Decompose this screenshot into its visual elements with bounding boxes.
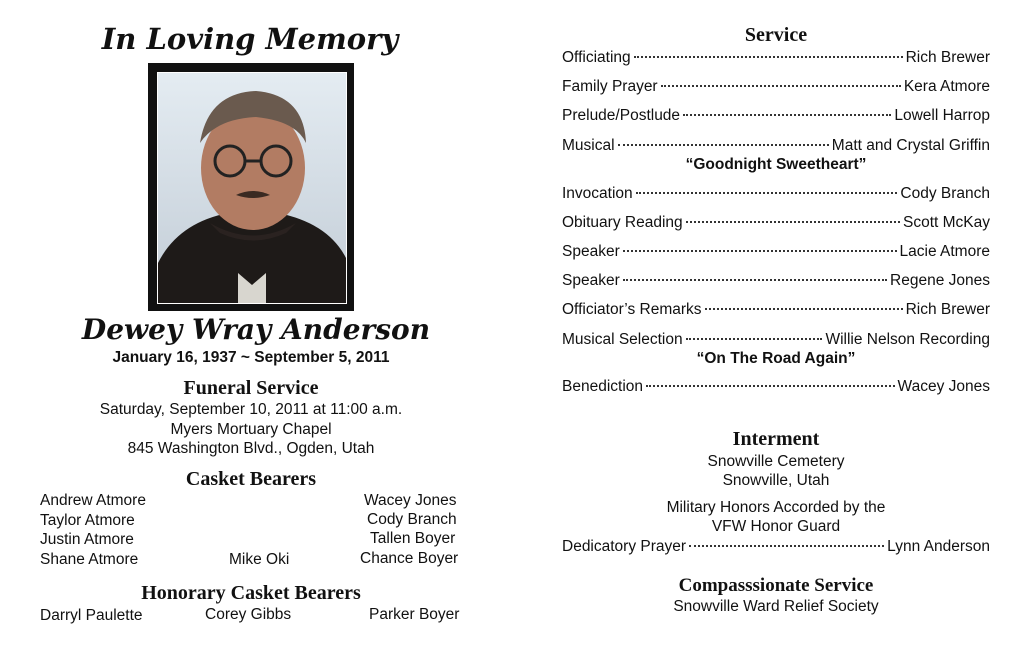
bearer-name: Taylor Atmore: [40, 512, 135, 529]
program-value: Wacey Jones: [897, 378, 990, 395]
dot-leader: [618, 144, 829, 146]
program-label: Officiator’s Remarks: [562, 301, 702, 318]
compassionate-heading: Compasssionate Service: [678, 575, 874, 596]
interment-heading: Interment: [732, 428, 820, 450]
funeral-address: 845 Washington Blvd., Ogden, Utah: [127, 440, 375, 457]
program-value: Matt and Crystal Griffin: [831, 137, 990, 154]
portrait-frame: [148, 63, 354, 311]
program-label: Family Prayer: [562, 78, 658, 95]
portrait-illustration: [158, 73, 346, 303]
dot-leader: [705, 308, 903, 310]
interment-city: Snowville, Utah: [722, 472, 830, 489]
bearer-name: Shane Atmore: [40, 551, 139, 568]
dedicatory-value: Lynn Anderson: [887, 538, 990, 555]
program-value: Regene Jones: [890, 272, 990, 289]
deceased-name: Dewey Wray Anderson: [81, 313, 431, 346]
dot-leader: [686, 338, 823, 340]
dedicatory-label: Dedicatory Prayer: [562, 538, 687, 555]
program-label: Invocation: [562, 185, 633, 202]
honorary-heading: Honorary Casket Bearers: [141, 582, 361, 604]
bearers-heading: Casket Bearers: [185, 468, 317, 490]
dot-leader: [646, 385, 895, 387]
program-value: Kera Atmore: [903, 78, 990, 95]
program-label: Obituary Reading: [562, 214, 683, 231]
portrait-photo: [157, 72, 347, 304]
song-title: “On The Road Again”: [696, 350, 856, 367]
honorary-name: Darryl Paulette: [40, 607, 143, 624]
program-row: [562, 331, 990, 351]
program-row: [562, 107, 990, 127]
dot-leader: [683, 114, 891, 116]
header-title: In Loving Memory: [101, 22, 399, 56]
program-row: [562, 243, 990, 263]
program-row: [562, 214, 990, 234]
honorary-name: Parker Boyer: [369, 606, 460, 623]
bearer-name: Mike Oki: [229, 551, 290, 568]
dot-leader: [623, 250, 897, 252]
bearer-name: Justin Atmore: [40, 531, 134, 548]
program-value: Lacie Atmore: [899, 243, 990, 260]
program-row: [562, 137, 990, 157]
military-honors-2: VFW Honor Guard: [711, 518, 841, 535]
dedicatory-row: [562, 538, 990, 558]
program-value: Rich Brewer: [905, 49, 990, 66]
life-dates: January 16, 1937 ~ September 5, 2011: [112, 349, 390, 366]
program-row: [562, 301, 990, 321]
program-row: [562, 78, 990, 98]
program-label: Speaker: [562, 243, 620, 260]
funeral-when: Saturday, September 10, 2011 at 11:00 a.m.: [99, 401, 403, 418]
program-label: Prelude/Postlude: [562, 107, 681, 124]
program-value: Scott McKay: [903, 214, 990, 231]
dot-leader: [686, 221, 900, 223]
program-label: Officiating: [562, 49, 631, 66]
bearer-name: Tallen Boyer: [370, 530, 456, 547]
program-row: [562, 272, 990, 292]
service-heading: Service: [744, 24, 808, 46]
dot-leader: [661, 85, 901, 87]
program-row: [562, 185, 990, 205]
honorary-name: Corey Gibbs: [205, 606, 292, 623]
dot-leader: [636, 192, 898, 194]
funeral-heading: Funeral Service: [183, 377, 319, 399]
dot-leader: [634, 56, 903, 58]
program-value: Lowell Harrop: [894, 107, 990, 124]
program-label: Musical: [562, 137, 615, 154]
compassionate-text: Snowville Ward Relief Society: [673, 598, 879, 615]
program-label: Speaker: [562, 272, 620, 289]
bearer-name: Cody Branch: [367, 511, 457, 528]
program-row: [562, 49, 990, 69]
dot-leader: [623, 279, 887, 281]
program-value: Rich Brewer: [905, 301, 990, 318]
dot-leader: [689, 545, 884, 547]
bearer-name: Chance Boyer: [360, 550, 459, 567]
program-label: Musical Selection: [562, 331, 683, 348]
program-row: [562, 378, 990, 398]
program-value: Cody Branch: [900, 185, 990, 202]
bearer-name: Andrew Atmore: [40, 492, 146, 509]
funeral-place: Myers Mortuary Chapel: [170, 421, 332, 438]
bearer-name: Wacey Jones: [364, 492, 457, 509]
military-honors: Military Honors Accorded by the: [666, 499, 886, 516]
interment-cemetery: Snowville Cemetery: [707, 453, 845, 470]
song-title: “Goodnight Sweetheart”: [685, 156, 867, 173]
program-label: Benediction: [562, 378, 644, 395]
program-value: Willie Nelson Recording: [825, 331, 990, 348]
